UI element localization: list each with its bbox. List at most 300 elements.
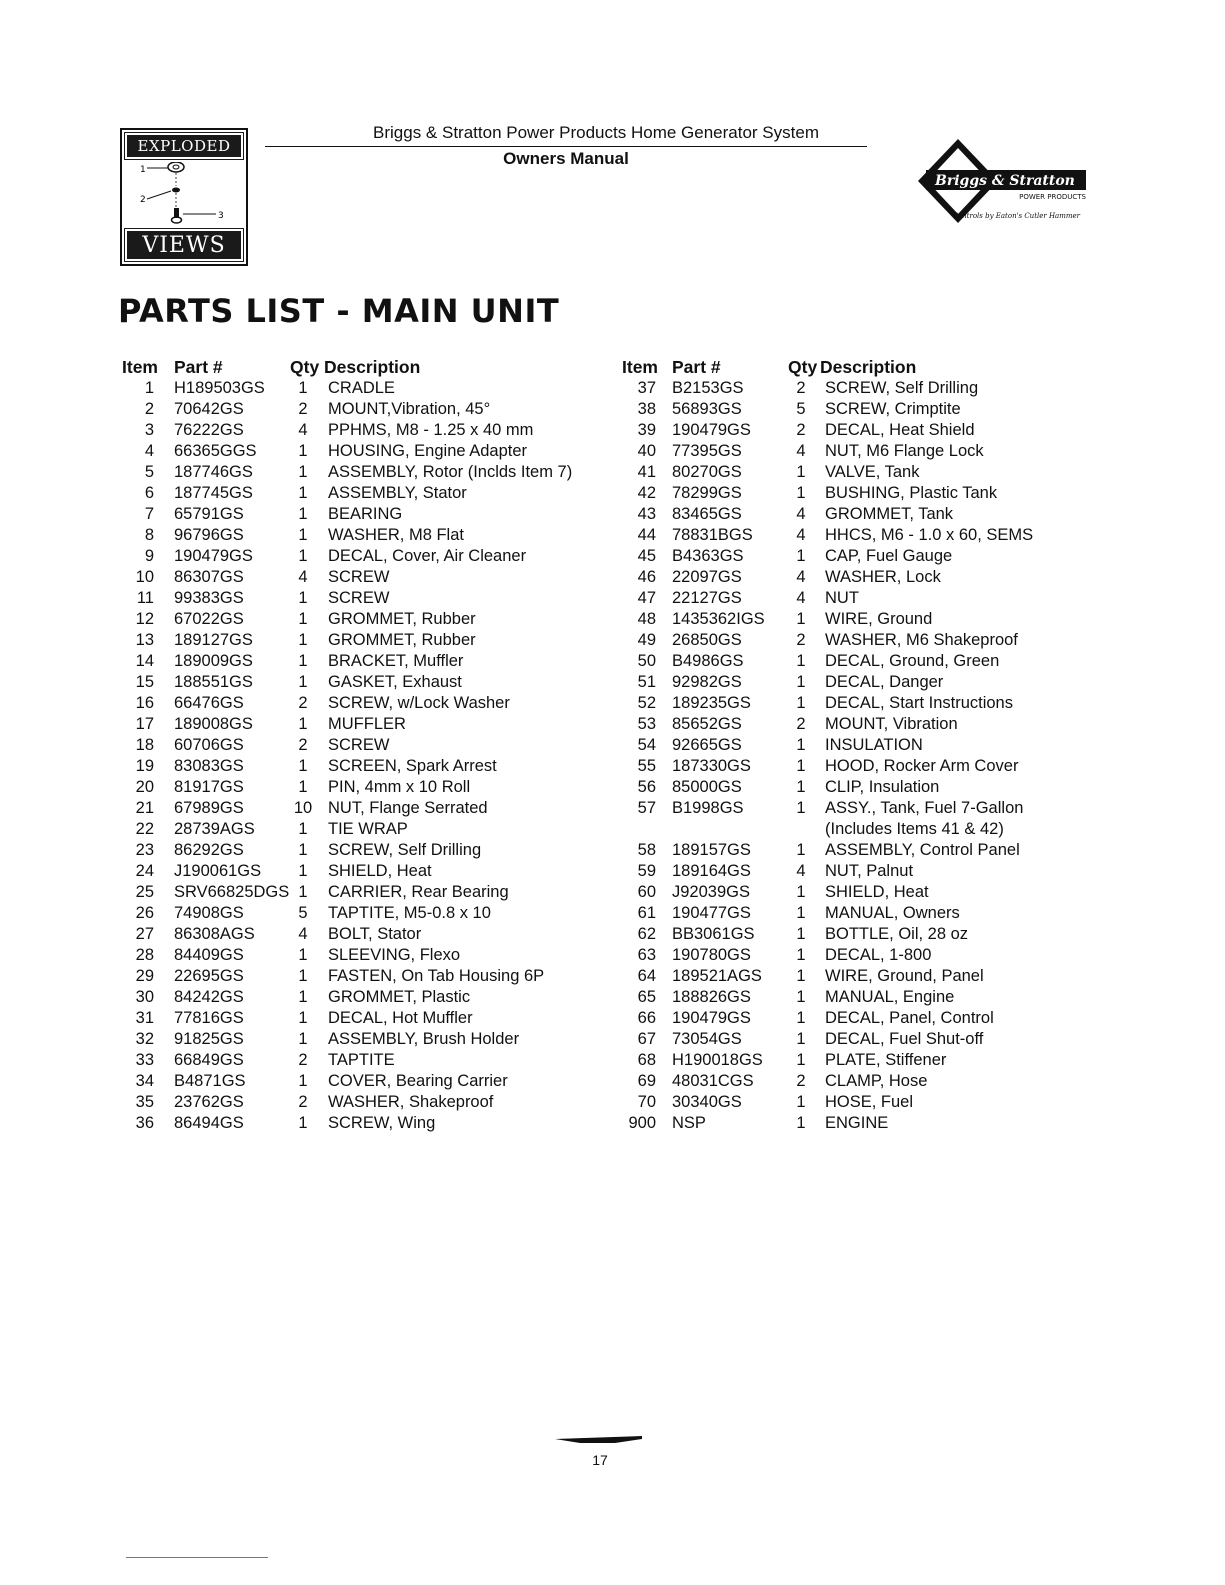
description: CLIP, Insulation: [825, 778, 940, 796]
description: DECAL, Cover, Air Cleaner: [328, 547, 527, 565]
quantity: 1: [796, 673, 806, 691]
item-number: 34: [135, 1072, 154, 1090]
part-number: 92665GS: [672, 736, 742, 754]
quantity: 1: [298, 988, 308, 1006]
part-number: 190477GS: [672, 904, 751, 922]
part-number: 189521AGS: [672, 967, 762, 985]
item-number: 59: [637, 862, 656, 880]
logo-subline: POWER PRODUCTS: [1019, 193, 1086, 201]
item-number: 39: [637, 421, 656, 439]
item-number: 51: [637, 673, 656, 691]
description: NUT, Palnut: [825, 862, 914, 880]
description: WASHER, M8 Flat: [328, 526, 464, 544]
part-number: 70642GS: [174, 400, 244, 418]
quantity: 4: [796, 589, 806, 607]
quantity: 1: [298, 757, 308, 775]
item-number: 60: [637, 883, 656, 901]
part-number: 190780GS: [672, 946, 751, 964]
quantity: 1: [298, 883, 308, 901]
part-number: 60706GS: [174, 736, 244, 754]
item-number: 55: [637, 757, 656, 775]
part-number: 84409GS: [174, 946, 244, 964]
item-number: 48: [637, 610, 656, 628]
quantity: 2: [298, 400, 308, 418]
quantity: 1: [796, 610, 806, 628]
item-number: 3: [144, 421, 154, 439]
part-number: 66365GGS: [174, 442, 257, 460]
item-number: 40: [637, 442, 656, 460]
col-header-qty: Qty: [788, 357, 818, 377]
description: WIRE, Ground, Panel: [825, 967, 984, 985]
part-number: 78831BGS: [672, 526, 753, 544]
item-number: 35: [135, 1093, 154, 1111]
item-number: 45: [637, 547, 656, 565]
quantity: 1: [298, 442, 308, 460]
item-number: 20: [135, 778, 154, 796]
col-header-item: Item: [122, 357, 158, 377]
part-number: 189157GS: [672, 841, 751, 859]
quantity: 1: [298, 715, 308, 733]
quantity: 1: [796, 883, 806, 901]
quantity: 1: [796, 1009, 806, 1027]
description: GASKET, Exhaust: [328, 673, 462, 691]
item-number: 54: [637, 736, 656, 754]
item-number: 33: [135, 1051, 154, 1069]
item-number: 49: [637, 631, 656, 649]
item-number: 38: [637, 400, 656, 418]
col-header-description: Description: [820, 357, 917, 377]
item-number: 16: [135, 694, 154, 712]
description: GROMMET, Rubber: [328, 610, 476, 628]
part-number: 86292GS: [174, 841, 244, 859]
description: PLATE, Stiffener: [825, 1051, 947, 1069]
quantity: 4: [796, 526, 806, 544]
col-header-part: Part #: [174, 357, 223, 377]
description: DECAL, 1-800: [825, 946, 932, 964]
description: BOTTLE, Oil, 28 oz: [825, 925, 969, 943]
part-number: 30340GS: [672, 1093, 742, 1111]
item-number: 13: [135, 631, 154, 649]
part-number: 66849GS: [174, 1051, 244, 1069]
item-number: 56: [637, 778, 656, 796]
part-number: 77395GS: [672, 442, 742, 460]
part-number: B4871GS: [174, 1072, 246, 1090]
item-number: 2: [144, 400, 154, 418]
description: DECAL, Hot Muffler: [328, 1009, 473, 1027]
part-number: BB3061GS: [672, 925, 755, 943]
col-header-qty: Qty: [290, 357, 320, 377]
quantity: 4: [298, 568, 308, 586]
item-number: 50: [637, 652, 656, 670]
description: CRADLE: [328, 379, 395, 397]
item-number: 44: [637, 526, 656, 544]
description: SLEEVING, Flexo: [328, 946, 461, 964]
item-number: 1: [144, 379, 154, 397]
description: SCREW: [328, 589, 390, 607]
part-number: 74908GS: [174, 904, 244, 922]
item-number: 19: [135, 757, 154, 775]
item-number: 67: [637, 1030, 656, 1048]
part-number: 188826GS: [672, 988, 751, 1006]
description: SCREEN, Spark Arrest: [328, 757, 497, 775]
quantity: 1: [796, 547, 806, 565]
item-number: 29: [135, 967, 154, 985]
part-number: J92039GS: [672, 883, 750, 901]
page-number: 17: [592, 1452, 608, 1468]
exploded-views-badge: [120, 128, 248, 266]
quantity: 1: [796, 904, 806, 922]
header-manual-title: Owners Manual: [503, 149, 629, 168]
item-number: 21: [135, 799, 154, 817]
quantity: 1: [298, 673, 308, 691]
badge-top-label: EXPLODED: [125, 133, 243, 159]
quantity: 1: [796, 463, 806, 481]
part-number: B4363GS: [672, 547, 744, 565]
quantity: 4: [796, 568, 806, 586]
part-number: 77816GS: [174, 1009, 244, 1027]
description: MANUAL, Owners: [825, 904, 960, 922]
part-number: B2153GS: [672, 379, 744, 397]
item-number: 30: [135, 988, 154, 1006]
part-number: 91825GS: [174, 1030, 244, 1048]
description: INSULATION: [825, 736, 923, 754]
callout-1: 1: [140, 165, 146, 175]
description: COVER, Bearing Carrier: [328, 1072, 508, 1090]
quantity: 5: [796, 400, 806, 418]
quantity: 1: [298, 967, 308, 985]
description: WASHER, Shakeproof: [328, 1093, 494, 1111]
quantity: 4: [796, 862, 806, 880]
part-number: 22097GS: [672, 568, 742, 586]
description: DECAL, Panel, Control: [825, 1009, 994, 1027]
part-number: 86307GS: [174, 568, 244, 586]
description: SCREW, Self Drilling: [825, 379, 979, 397]
quantity: 2: [796, 715, 806, 733]
part-number: 67989GS: [174, 799, 244, 817]
callout-3: 3: [218, 211, 224, 221]
description: SCREW: [328, 736, 390, 754]
part-number: B1998GS: [672, 799, 744, 817]
part-number: 84242GS: [174, 988, 244, 1006]
quantity: 1: [298, 1114, 308, 1132]
item-number: 70: [637, 1093, 656, 1111]
col-header-part: Part #: [672, 357, 721, 377]
item-number: 22: [135, 820, 154, 838]
description: SCREW, w/Lock Washer: [328, 694, 510, 712]
description: FASTEN, On Tab Housing 6P: [328, 967, 545, 985]
part-number: 26850GS: [672, 631, 742, 649]
item-number: 41: [637, 463, 656, 481]
item-number: 43: [637, 505, 656, 523]
description: SCREW, Self Drilling: [328, 841, 482, 859]
item-number: 63: [637, 946, 656, 964]
item-number: 15: [135, 673, 154, 691]
description: CAP, Fuel Gauge: [825, 547, 953, 565]
quantity: 1: [298, 379, 308, 397]
description: MOUNT, Vibration: [825, 715, 958, 733]
quantity: 1: [796, 694, 806, 712]
quantity: 2: [298, 1051, 308, 1069]
item-number: 53: [637, 715, 656, 733]
part-number: 189009GS: [174, 652, 253, 670]
part-number: 189008GS: [174, 715, 253, 733]
item-number: 5: [144, 463, 154, 481]
description: GROMMET, Rubber: [328, 631, 476, 649]
description: HOOD, Rocker Arm Cover: [825, 757, 1019, 775]
logo-tagline: Controls by Eaton's Cutler Hammer: [952, 212, 1080, 220]
description: WIRE, Ground: [825, 610, 933, 628]
quantity: 1: [796, 652, 806, 670]
part-number: SRV66825DGS: [174, 883, 290, 901]
part-number: 99383GS: [174, 589, 244, 607]
item-number: 57: [637, 799, 656, 817]
quantity: 1: [796, 988, 806, 1006]
part-number: 80270GS: [672, 463, 742, 481]
exploded-parts-icon: [138, 162, 234, 228]
header-product-line: Briggs & Stratton Power Products Home Generator System: [265, 123, 867, 147]
part-number: B4986GS: [672, 652, 744, 670]
part-number: 76222GS: [174, 421, 244, 439]
part-number: 86494GS: [174, 1114, 244, 1132]
description: PIN, 4mm x 10 Roll: [328, 778, 471, 796]
item-number: 6: [144, 484, 154, 502]
description: ASSY., Tank, Fuel 7-Gallon: [825, 799, 1024, 817]
description: CARRIER, Rear Bearing: [328, 883, 509, 901]
quantity: 1: [298, 652, 308, 670]
description: GROMMET, Plastic: [328, 988, 471, 1006]
part-number: 189164GS: [672, 862, 751, 880]
page-title: PARTS LIST - MAIN UNIT: [118, 292, 560, 330]
bottom-link-underline: [126, 1557, 268, 1558]
part-number: 85652GS: [672, 715, 742, 733]
quantity: 1: [298, 484, 308, 502]
quantity: 1: [796, 946, 806, 964]
part-number: 28739AGS: [174, 820, 255, 838]
description: NUT: [825, 589, 859, 607]
item-number: 27: [135, 925, 154, 943]
item-number: 14: [135, 652, 154, 670]
description: ASSEMBLY, Control Panel: [825, 841, 1020, 859]
description: TAPTITE: [328, 1051, 395, 1069]
quantity: 1: [298, 1030, 308, 1048]
quantity: 4: [298, 421, 308, 439]
part-number: 81917GS: [174, 778, 244, 796]
description: DECAL, Heat Shield: [825, 421, 975, 439]
item-number: 58: [637, 841, 656, 859]
part-number: 188551GS: [174, 673, 253, 691]
description: SHIELD, Heat: [328, 862, 432, 880]
description: HOUSING, Engine Adapter: [328, 442, 528, 460]
footer-rule: [555, 1436, 642, 1444]
item-number: 36: [135, 1114, 154, 1132]
part-number: 48031CGS: [672, 1072, 754, 1090]
quantity: 2: [796, 379, 806, 397]
col-header-description: Description: [324, 357, 421, 377]
description: MOUNT,Vibration, 45°: [328, 400, 491, 418]
description: ASSEMBLY, Brush Holder: [328, 1030, 520, 1048]
description: DECAL, Danger: [825, 673, 944, 691]
quantity: 1: [796, 757, 806, 775]
quantity: 1: [298, 820, 308, 838]
part-number: 190479GS: [174, 547, 253, 565]
quantity: 1: [796, 1030, 806, 1048]
quantity: 1: [796, 841, 806, 859]
description: SCREW: [328, 568, 390, 586]
quantity: 1: [298, 841, 308, 859]
quantity: 1: [298, 610, 308, 628]
description: VALVE, Tank: [825, 463, 920, 481]
part-number: J190061GS: [174, 862, 262, 880]
part-number: H189503GS: [174, 379, 265, 397]
quantity: 1: [796, 967, 806, 985]
description: HOSE, Fuel: [825, 1093, 914, 1111]
quantity: 1: [298, 547, 308, 565]
description: NUT, Flange Serrated: [328, 799, 488, 817]
description: TAPTITE, M5-0.8 x 10: [328, 904, 491, 922]
quantity: 4: [796, 505, 806, 523]
item-number: 61: [637, 904, 656, 922]
description: ASSEMBLY, Stator: [328, 484, 467, 502]
item-number: 69: [637, 1072, 656, 1090]
description: GROMMET, Tank: [825, 505, 954, 523]
quantity: 1: [796, 1093, 806, 1111]
part-number: 66476GS: [174, 694, 244, 712]
quantity: 4: [796, 442, 806, 460]
item-number: 37: [637, 379, 656, 397]
part-number: 187745GS: [174, 484, 253, 502]
part-number: 85000GS: [672, 778, 742, 796]
logo-brand-name: Briggs & Stratton: [935, 173, 1075, 189]
item-number: 32: [135, 1030, 154, 1048]
item-number: 46: [637, 568, 656, 586]
part-number: 189127GS: [174, 631, 253, 649]
quantity: 1: [298, 778, 308, 796]
part-number: H190018GS: [672, 1051, 763, 1069]
description: SCREW, Wing: [328, 1114, 436, 1132]
part-number: 190479GS: [672, 421, 751, 439]
description: (Includes Items 41 & 42): [825, 820, 1004, 838]
description: WASHER, Lock: [825, 568, 941, 586]
item-number: 4: [144, 442, 154, 460]
item-number: 17: [135, 715, 154, 733]
item-number: 12: [135, 610, 154, 628]
quantity: 1: [796, 1114, 806, 1132]
part-number: 96796GS: [174, 526, 244, 544]
description: ASSEMBLY, Rotor (Inclds Item 7): [328, 463, 573, 481]
item-number: 42: [637, 484, 656, 502]
quantity: 1: [298, 1009, 308, 1027]
description: SCREW, Crimptite: [825, 400, 961, 418]
quantity: 2: [796, 1072, 806, 1090]
part-number: 23762GS: [174, 1093, 244, 1111]
item-number: 8: [144, 526, 154, 544]
item-number: 64: [637, 967, 656, 985]
part-number: 67022GS: [174, 610, 244, 628]
item-number: 31: [135, 1009, 154, 1027]
description: WASHER, M6 Shakeproof: [825, 631, 1018, 649]
part-number: 78299GS: [672, 484, 742, 502]
description: DECAL, Start Instructions: [825, 694, 1013, 712]
item-number: 900: [628, 1114, 656, 1132]
part-number: 83465GS: [672, 505, 742, 523]
quantity: 4: [298, 925, 308, 943]
document-header: [265, 123, 867, 169]
item-number: 68: [637, 1051, 656, 1069]
description: BOLT, Stator: [328, 925, 422, 943]
item-number: 62: [637, 925, 656, 943]
description: HHCS, M6 - 1.0 x 60, SEMS: [825, 526, 1034, 544]
part-number: 189235GS: [672, 694, 751, 712]
item-number: 7: [144, 505, 154, 523]
quantity: 1: [796, 736, 806, 754]
part-number: 22127GS: [672, 589, 742, 607]
description: BEARING: [328, 505, 403, 523]
description: BRACKET, Muffler: [328, 652, 464, 670]
description: MANUAL, Engine: [825, 988, 955, 1006]
description: DECAL, Ground, Green: [825, 652, 1000, 670]
item-number: 47: [637, 589, 656, 607]
quantity: 1: [298, 463, 308, 481]
badge-bottom-label: VIEWS: [125, 229, 243, 261]
part-number: 65791GS: [174, 505, 244, 523]
part-number: 1435362IGS: [672, 610, 765, 628]
item-number: 28: [135, 946, 154, 964]
quantity: 1: [796, 799, 806, 817]
description: BUSHING, Plastic Tank: [825, 484, 998, 502]
part-number: 56893GS: [672, 400, 742, 418]
quantity: 1: [796, 925, 806, 943]
quantity: 2: [298, 1093, 308, 1111]
quantity: 1: [796, 484, 806, 502]
description: DECAL, Fuel Shut-off: [825, 1030, 984, 1048]
quantity: 1: [298, 862, 308, 880]
quantity: 2: [298, 694, 308, 712]
part-number: NSP: [672, 1114, 706, 1132]
item-number: 65: [637, 988, 656, 1006]
item-number: 66: [637, 1009, 656, 1027]
item-number: 18: [135, 736, 154, 754]
quantity: 1: [298, 526, 308, 544]
description: SHIELD, Heat: [825, 883, 929, 901]
item-number: 23: [135, 841, 154, 859]
part-number: 22695GS: [174, 967, 244, 985]
quantity: 1: [298, 505, 308, 523]
item-number: 11: [136, 589, 154, 607]
description: PPHMS, M8 - 1.25 x 40 mm: [328, 421, 534, 439]
quantity: 1: [298, 946, 308, 964]
part-number: 83083GS: [174, 757, 244, 775]
part-number: 92982GS: [672, 673, 742, 691]
description: MUFFLER: [328, 715, 406, 733]
part-number: 190479GS: [672, 1009, 751, 1027]
callout-2: 2: [140, 195, 146, 205]
quantity: 5: [298, 904, 308, 922]
part-number: 187746GS: [174, 463, 253, 481]
description: CLAMP, Hose: [825, 1072, 928, 1090]
description: NUT, M6 Flange Lock: [825, 442, 984, 460]
description: TIE WRAP: [328, 820, 408, 838]
part-number: 73054GS: [672, 1030, 742, 1048]
quantity: 1: [298, 631, 308, 649]
quantity: 2: [796, 421, 806, 439]
quantity: 10: [293, 799, 313, 817]
quantity: 1: [298, 1072, 308, 1090]
item-number: 24: [135, 862, 154, 880]
item-number: 10: [135, 568, 154, 586]
quantity: 2: [796, 631, 806, 649]
item-number: 52: [637, 694, 656, 712]
quantity: 1: [796, 1051, 806, 1069]
